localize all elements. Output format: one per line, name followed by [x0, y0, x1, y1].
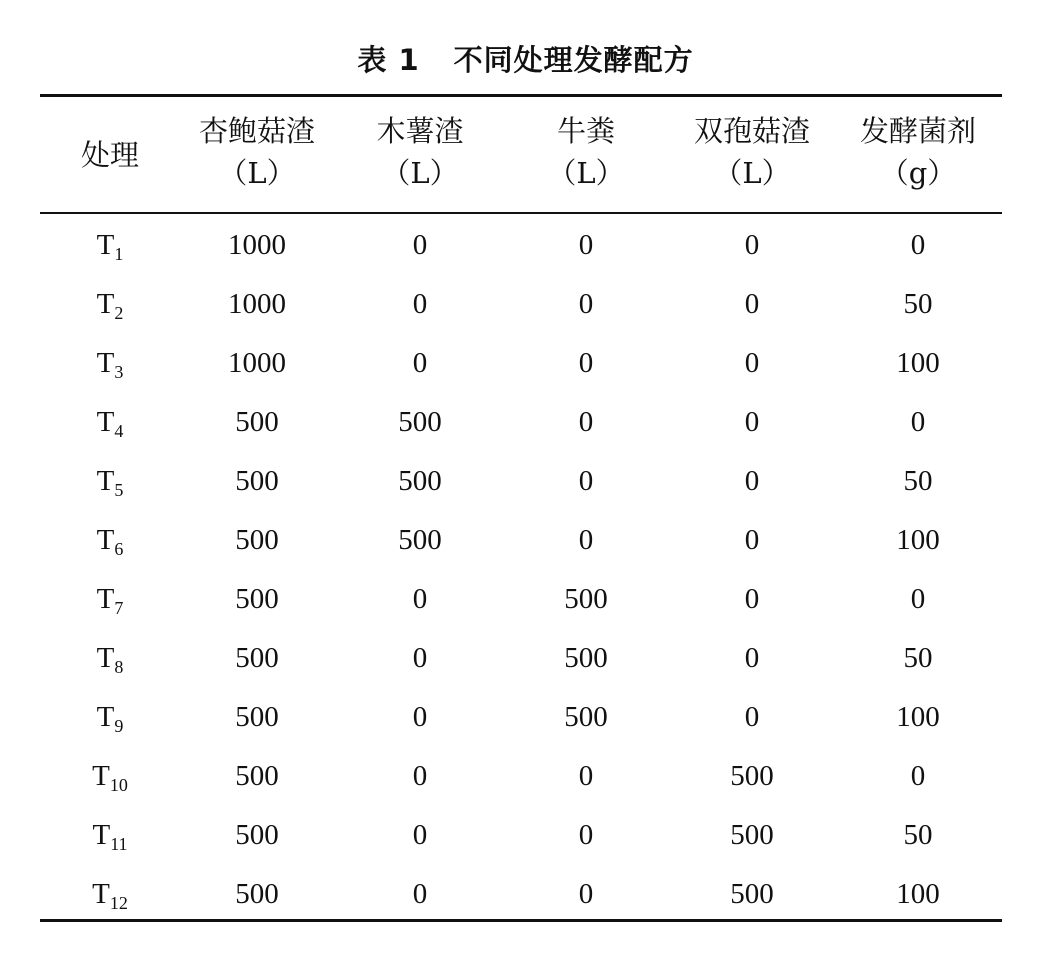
treatment-letter: T	[92, 878, 110, 910]
table-cell: 500	[235, 878, 279, 910]
table-cell: 0	[578, 524, 594, 556]
table-cell: 50	[903, 819, 933, 851]
table-cell: 500	[398, 406, 442, 438]
treatment-cell	[60, 216, 160, 275]
table-cell: 500	[398, 465, 442, 497]
table-cell: 500	[564, 583, 608, 615]
table-cell: 0	[744, 701, 760, 733]
table-cell: 0	[578, 760, 594, 792]
table-cell: 50	[903, 642, 933, 674]
table-cell: 0	[744, 288, 760, 320]
table-cell: 0	[578, 819, 594, 851]
treatment-letter: T	[96, 701, 115, 733]
treatment-cell	[60, 688, 160, 747]
treatment-subscript: 11	[110, 834, 128, 854]
treatment-cell	[60, 275, 160, 334]
table-cell: 0	[578, 347, 594, 379]
table-header-row	[40, 110, 1002, 200]
table-title: 不同处理发酵配方	[453, 43, 694, 77]
treatment-letter: T	[96, 524, 115, 556]
table-cell: 0	[412, 288, 428, 320]
header-unit: （L）	[381, 156, 459, 190]
table-cell: 0	[744, 465, 760, 497]
table-cell: 0	[744, 347, 760, 379]
treatment-subscript: 8	[114, 657, 124, 677]
table-cell: 1000	[228, 229, 286, 261]
treatment-subscript: 6	[114, 539, 124, 559]
treatment-cell	[60, 570, 160, 629]
table-cell: 0	[744, 642, 760, 674]
header-king-oyster-residue	[192, 110, 322, 200]
treatment-subscript: 2	[114, 303, 124, 323]
table-cell: 500	[235, 524, 279, 556]
table-cell: 500	[235, 760, 279, 792]
table-cell: 500	[235, 583, 279, 615]
table-row	[40, 216, 1002, 275]
treatment-cell	[60, 806, 160, 865]
header-treatment	[60, 110, 160, 200]
table-cell: 500	[564, 642, 608, 674]
treatment-letter: T	[96, 583, 115, 615]
table-cell: 0	[744, 406, 760, 438]
table-row	[40, 393, 1002, 452]
table-row	[40, 570, 1002, 629]
treatment-cell	[60, 747, 160, 806]
table-cell: 500	[235, 406, 279, 438]
header-label: 发酵菌剂	[859, 114, 976, 148]
treatment-letter: T	[96, 465, 115, 497]
table-row	[40, 747, 1002, 806]
table-cell: 0	[578, 465, 594, 497]
treatment-cell	[60, 865, 160, 924]
table-cell: 50	[903, 288, 933, 320]
table-body	[40, 216, 1002, 924]
treatment-letter: T	[92, 760, 110, 792]
table-cell: 0	[744, 583, 760, 615]
table-cell: 500	[564, 701, 608, 733]
table-row	[40, 629, 1002, 688]
table-cell: 0	[910, 583, 926, 615]
treatment-cell	[60, 452, 160, 511]
table-cell: 0	[412, 583, 428, 615]
header-label: 杏鲍菇渣	[198, 114, 315, 148]
table-row	[40, 806, 1002, 865]
header-unit: （g）	[879, 156, 957, 190]
table-cell: 50	[903, 465, 933, 497]
table-cell: 100	[896, 347, 940, 379]
treatment-letter: T	[96, 347, 115, 379]
treatment-cell	[60, 511, 160, 570]
table-cell: 0	[910, 229, 926, 261]
treatment-letter: T	[96, 406, 115, 438]
treatment-letter: T	[96, 229, 115, 261]
table-cell: 0	[578, 229, 594, 261]
table-cell: 0	[910, 406, 926, 438]
table-cell: 500	[235, 642, 279, 674]
table-cell: 0	[412, 347, 428, 379]
table-cell: 1000	[228, 288, 286, 320]
table-cell: 500	[235, 465, 279, 497]
table-cell: 500	[730, 878, 774, 910]
treatment-subscript: 12	[109, 893, 128, 913]
treatment-cell	[60, 393, 160, 452]
header-rule	[40, 212, 1002, 214]
header-label: 木薯渣	[376, 114, 464, 148]
treatment-letter: T	[96, 288, 115, 320]
treatment-letter: T	[96, 642, 115, 674]
table-row	[40, 511, 1002, 570]
table-row	[40, 688, 1002, 747]
table-cell: 0	[412, 701, 428, 733]
treatment-subscript: 9	[114, 716, 124, 736]
header-cow-manure	[524, 110, 648, 200]
header-label: 双孢菇渣	[693, 114, 810, 148]
table-number: 表 1	[357, 43, 420, 77]
table-cell: 100	[896, 701, 940, 733]
table-row	[40, 452, 1002, 511]
table-cell: 0	[412, 642, 428, 674]
treatment-cell	[60, 334, 160, 393]
table-cell: 100	[896, 878, 940, 910]
table-cell: 100	[896, 524, 940, 556]
table-caption	[0, 38, 1051, 79]
table-cell: 0	[578, 406, 594, 438]
table-cell: 0	[578, 878, 594, 910]
table-cell: 0	[412, 819, 428, 851]
table-cell: 0	[412, 878, 428, 910]
treatment-subscript: 7	[114, 598, 124, 618]
table-cell: 500	[398, 524, 442, 556]
table-cell: 500	[235, 701, 279, 733]
header-button-mushroom-residue	[680, 110, 824, 200]
header-label: 牛粪	[556, 114, 615, 148]
table-row	[40, 865, 1002, 924]
bottom-rule	[40, 919, 1002, 922]
header-cassava-residue	[358, 110, 482, 200]
treatment-letter: T	[92, 819, 111, 851]
header-fermentation-agent	[850, 110, 986, 200]
table-cell: 500	[730, 760, 774, 792]
table-cell: 1000	[228, 347, 286, 379]
table-cell: 0	[578, 288, 594, 320]
table-cell: 500	[730, 819, 774, 851]
table-cell: 0	[910, 760, 926, 792]
table-row	[40, 275, 1002, 334]
table-cell: 0	[744, 229, 760, 261]
header-label: 处理	[80, 138, 139, 172]
header-unit: （L）	[547, 156, 625, 190]
table-cell: 0	[744, 524, 760, 556]
header-unit: （L）	[713, 156, 791, 190]
header-unit: （L）	[218, 156, 296, 190]
top-rule	[40, 94, 1002, 97]
treatment-subscript: 1	[114, 244, 124, 264]
treatment-cell	[60, 629, 160, 688]
treatment-subscript: 4	[114, 421, 124, 441]
table-row	[40, 334, 1002, 393]
table-cell: 0	[412, 229, 428, 261]
treatment-subscript: 3	[114, 362, 124, 382]
treatment-subscript: 10	[109, 775, 128, 795]
table-cell: 0	[412, 760, 428, 792]
treatment-subscript: 5	[114, 480, 124, 500]
table-cell: 500	[235, 819, 279, 851]
